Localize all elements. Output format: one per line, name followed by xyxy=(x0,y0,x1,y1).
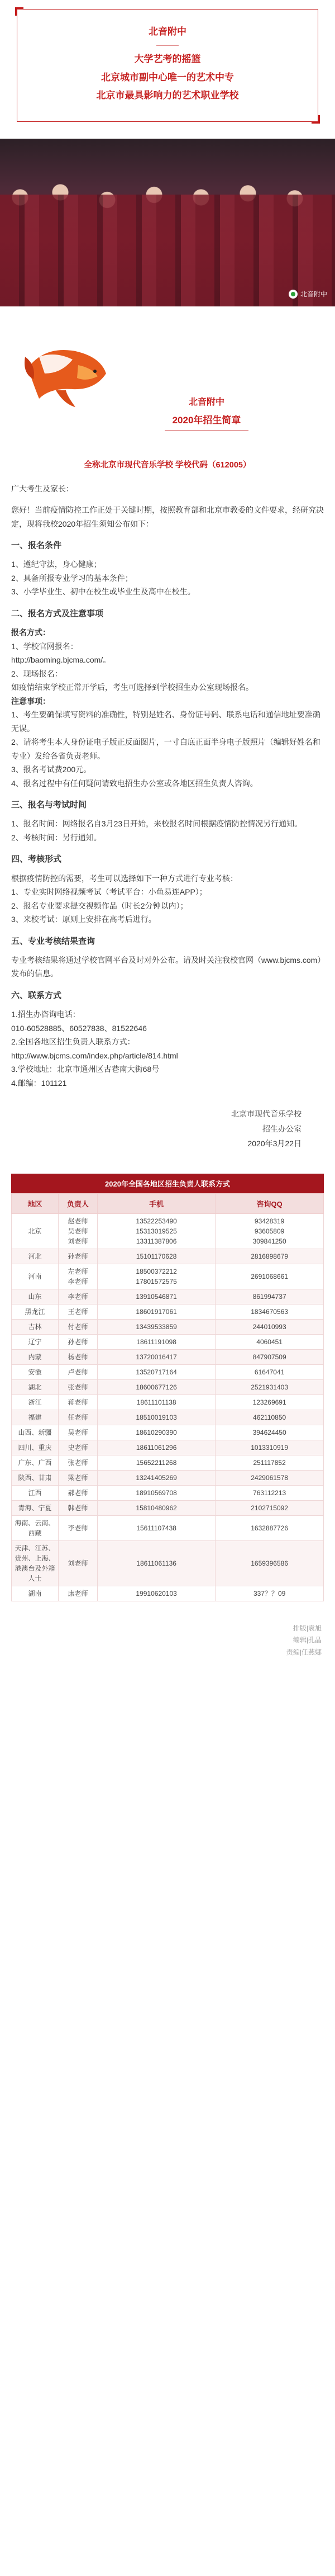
contact-name-cell-line: 张老师 xyxy=(68,1458,88,1467)
phone-cell-line[interactable]: 17801572575 xyxy=(136,1277,177,1285)
phone-cell xyxy=(98,1515,216,1540)
col-header: 手机 xyxy=(98,1193,216,1213)
table-row xyxy=(12,1455,324,1470)
contact-name-cell-line: 左老师 xyxy=(68,1267,88,1275)
contacts-table-wrap xyxy=(11,1174,324,1601)
qq-cell xyxy=(216,1289,324,1304)
registration-link[interactable]: http://baoming.bjcma.com/。 xyxy=(11,655,111,665)
phone-cell xyxy=(98,1485,216,1500)
school-address: 3.学校地址：北京市通州区古巷南大街68号 xyxy=(11,1065,160,1074)
list-item: 4、报名过程中有任何疑问请致电招生办公室或各地区招生负责人咨询。 xyxy=(11,778,258,788)
qq-cell xyxy=(216,1364,324,1379)
watermark-text: 北音附中 xyxy=(300,290,327,299)
region-cell: 广东、广西 xyxy=(12,1455,59,1470)
qq-cell xyxy=(216,1410,324,1425)
region-cell: 河北 xyxy=(12,1249,59,1264)
section-contact xyxy=(11,1008,324,1090)
table-row xyxy=(12,1586,324,1601)
phone-cell-line[interactable]: 15652211268 xyxy=(136,1458,177,1467)
phone-cell-line[interactable]: 18910569708 xyxy=(136,1488,177,1497)
contact-name-cell-line: 卢老师 xyxy=(68,1368,88,1376)
region-cell: 海南、云南、西藏 xyxy=(12,1515,59,1540)
table-row xyxy=(12,1425,324,1440)
table-row xyxy=(12,1470,324,1485)
qq-cell xyxy=(216,1540,324,1586)
region-cell: 吉林 xyxy=(12,1319,59,1334)
qq-cell xyxy=(216,1395,324,1410)
signoff-line: 北京市现代音乐学校 xyxy=(231,1109,302,1119)
phone-cell xyxy=(98,1470,216,1485)
list-item: 3、报名考试费200元。 xyxy=(11,765,92,774)
region-cell: 福建 xyxy=(12,1410,59,1425)
qq-cell-line: 309841250 xyxy=(252,1237,286,1245)
list-item: 如疫情结束学校正常开学后，考生可选择到学校招生办公室现场报名。 xyxy=(11,683,253,692)
table-row xyxy=(12,1485,324,1500)
qq-cell xyxy=(216,1334,324,1349)
contact-name-cell-line: 吴老师 xyxy=(68,1227,88,1235)
qq-cell-line: 847907509 xyxy=(252,1353,286,1361)
contact-name-cell-line: 史老师 xyxy=(68,1443,88,1452)
table-row xyxy=(12,1319,324,1334)
contact-name-cell-line: 李老师 xyxy=(68,1277,88,1285)
qq-cell-line: 763112213 xyxy=(253,1488,286,1497)
list-item: 1、报名时间：网络报名自3月23日开始，来校报名时间根据疫情防控情况另行通知。 xyxy=(11,819,303,829)
qq-cell xyxy=(216,1304,324,1319)
contact-name-cell xyxy=(59,1515,98,1540)
region-cell: 黑龙江 xyxy=(12,1304,59,1319)
region-cell: 辽宁 xyxy=(12,1334,59,1349)
contact-name-cell-line: 王老师 xyxy=(68,1307,88,1316)
list-item: 2、报名专业要求提交视频作品（时长2分钟以内）； xyxy=(11,901,188,910)
region-cell: 天津、江苏、贵州、上海、港澳台及外籍人士 xyxy=(12,1540,59,1586)
phone-cell-line[interactable]: 13522253490 xyxy=(136,1217,177,1225)
contact-name-cell-line: 郝老师 xyxy=(68,1488,88,1497)
qq-cell-line: 462110850 xyxy=(253,1413,286,1421)
list-item: 1、学校官网报名： xyxy=(11,641,78,651)
contact-name-cell-line: 任老师 xyxy=(68,1413,88,1421)
title-brochure: 2020年招生简章 xyxy=(172,415,241,426)
phone-cell xyxy=(98,1379,216,1395)
qq-cell xyxy=(216,1440,324,1455)
list-item: 2、具备所报专业学习的基本条件； xyxy=(11,573,133,583)
table-row xyxy=(12,1410,324,1425)
phone-cell-line[interactable]: 18600677126 xyxy=(136,1383,177,1391)
contact-name-cell xyxy=(59,1485,98,1500)
contact-name-cell xyxy=(59,1319,98,1334)
section-title: 一、报名条件 xyxy=(11,541,62,551)
phone-cell xyxy=(98,1455,216,1470)
table-row xyxy=(12,1264,324,1289)
signoff-date: 2020年3月22日 xyxy=(247,1139,302,1148)
table-row xyxy=(12,1379,324,1395)
koi-header xyxy=(0,323,335,457)
phone-cell-line[interactable]: 13520717164 xyxy=(136,1368,177,1376)
section-title: 五、专业考核结果查询 xyxy=(11,936,95,946)
list-item: 1、遵纪守法，身心健康； xyxy=(11,560,102,569)
phone-cell xyxy=(98,1319,216,1334)
contact-name-cell xyxy=(59,1425,98,1440)
section-title: 六、联系方式 xyxy=(11,990,62,1000)
credit-line: 排版|袁旭 xyxy=(293,1624,322,1632)
qq-cell xyxy=(216,1249,324,1264)
region-cell: 河南 xyxy=(12,1264,59,1289)
qq-cell xyxy=(216,1349,324,1364)
table-row xyxy=(12,1440,324,1455)
qq-cell xyxy=(216,1455,324,1470)
qq-cell-line: 4060451 xyxy=(256,1337,283,1346)
contact-name-cell-line: 刘老师 xyxy=(68,1237,88,1245)
phone-cell-line[interactable]: 18510019103 xyxy=(136,1413,177,1421)
phone-cell xyxy=(98,1213,216,1249)
title-school: 北音附中 xyxy=(188,398,224,408)
table-row xyxy=(12,1334,324,1349)
postal-code: 4.邮编：101121 xyxy=(11,1078,67,1088)
qq-cell-line: 394624450 xyxy=(252,1428,286,1436)
region-cell: 陕西、甘肃 xyxy=(12,1470,59,1485)
contact-name-cell xyxy=(59,1289,98,1304)
phone-cell-line[interactable]: 13720016417 xyxy=(136,1353,177,1361)
wechat-icon xyxy=(289,290,298,299)
contact-name-cell xyxy=(59,1379,98,1395)
banner-line: 北京市最具影响力的艺术职业学校 xyxy=(96,89,239,101)
section-title: 三、报名与考试时间 xyxy=(11,800,87,810)
list-item: 3、小学毕业生、初中在校生或毕业生及高中在校生。 xyxy=(11,587,195,597)
table-row xyxy=(12,1304,324,1319)
qq-cell xyxy=(216,1425,324,1440)
qq-cell-line: 1632887726 xyxy=(251,1524,288,1532)
col-header: 负责人 xyxy=(59,1193,98,1213)
table-row xyxy=(12,1500,324,1515)
phone-cell xyxy=(98,1586,216,1601)
region-cell: 山东 xyxy=(12,1289,59,1304)
phone-cell-line[interactable]: 15810480962 xyxy=(136,1504,177,1512)
qq-cell-line: 2816898679 xyxy=(251,1252,288,1260)
contact-name-cell xyxy=(59,1213,98,1249)
qq-cell-line: 2691068661 xyxy=(251,1272,288,1280)
section-title: 四、考核形式 xyxy=(11,854,62,864)
table-row xyxy=(12,1289,324,1304)
contact-name-cell-line: 付老师 xyxy=(68,1322,88,1331)
contact-name-cell-line: 吴老师 xyxy=(68,1428,88,1436)
contact-name-cell xyxy=(59,1349,98,1364)
region-cell: 北京 xyxy=(12,1213,59,1249)
table-row xyxy=(12,1349,324,1364)
phone-cell-line[interactable]: 18610290390 xyxy=(136,1428,177,1436)
phone-cell xyxy=(98,1425,216,1440)
phone-cell xyxy=(98,1540,216,1586)
qq-cell xyxy=(216,1379,324,1395)
contacts-link[interactable]: http://www.bjcms.com/index.php/article/814.html xyxy=(11,1051,178,1060)
brochure-title xyxy=(95,395,318,431)
students-photo xyxy=(0,139,335,306)
qq-cell-line: 337？？09 xyxy=(253,1589,286,1597)
contact-name-cell xyxy=(59,1410,98,1425)
qq-cell-line: 123269691 xyxy=(252,1398,286,1406)
phone-cell xyxy=(98,1364,216,1379)
contact-name-cell-line: 赵老师 xyxy=(68,1217,88,1225)
region-cell: 浙江 xyxy=(12,1395,59,1410)
contact-name-cell-line: 李老师 xyxy=(68,1524,88,1532)
list-item: 2、现场报名： xyxy=(11,669,63,678)
section-title: 二、报名方式及注意事项 xyxy=(11,608,104,618)
qq-cell-line: 861994737 xyxy=(252,1292,286,1301)
signoff-line: 招生办公室 xyxy=(262,1124,302,1133)
table-row xyxy=(12,1515,324,1540)
contacts-table xyxy=(11,1174,324,1601)
section-exam-format xyxy=(11,872,324,927)
qq-cell xyxy=(216,1213,324,1249)
contact-name-cell-line: 蒋老师 xyxy=(68,1398,88,1406)
qq-cell-line: 1013310919 xyxy=(251,1443,288,1452)
phone-cell-line[interactable]: 15611107438 xyxy=(136,1524,176,1532)
phone-cell-line[interactable]: 19910620103 xyxy=(136,1589,177,1597)
credit-line: 编辑|孔晶 xyxy=(293,1636,322,1644)
banner-line: 大学艺考的摇篮 xyxy=(134,54,201,65)
contact-name-cell-line: 张老师 xyxy=(68,1383,88,1391)
contact-name-cell xyxy=(59,1264,98,1289)
contact-name-cell xyxy=(59,1455,98,1470)
credits xyxy=(0,1601,335,1676)
table-header-row xyxy=(12,1193,324,1213)
greeting: 广大考生及家长： xyxy=(11,484,74,493)
list-item: 2.全国各地区招生负责人联系方式： xyxy=(11,1037,135,1047)
region-cell: 江西 xyxy=(12,1485,59,1500)
phone-cell-line[interactable]: 13241405269 xyxy=(136,1473,177,1482)
region-cell: 山西、新疆 xyxy=(12,1425,59,1440)
phone-cell-line[interactable]: 18611191098 xyxy=(136,1337,176,1346)
table-caption: 2020年全国各地区招生负责人联系方式 xyxy=(11,1174,324,1193)
list-item: 1.招生办咨询电话： xyxy=(11,1010,80,1019)
photo-watermark xyxy=(289,289,327,299)
contact-name-cell-line: 李老师 xyxy=(68,1292,88,1301)
phone-cell xyxy=(98,1395,216,1410)
table-row xyxy=(12,1213,324,1249)
list-item: 根据疫情防控的需要，考生可以选择如下一种方式进行专业考核： xyxy=(11,873,238,883)
qq-cell-line: 251117852 xyxy=(253,1458,286,1467)
qq-cell xyxy=(216,1515,324,1540)
contact-name-cell xyxy=(59,1395,98,1410)
qq-cell xyxy=(216,1470,324,1485)
qq-cell-line: 93605809 xyxy=(254,1227,285,1235)
contact-name-cell xyxy=(59,1249,98,1264)
phone-cell-line[interactable]: 18611101138 xyxy=(136,1398,176,1406)
region-cell: 安徽 xyxy=(12,1364,59,1379)
table-row xyxy=(12,1249,324,1264)
region-cell: 青海、宁夏 xyxy=(12,1500,59,1515)
phone-cell-line[interactable]: 18611061136 xyxy=(136,1559,176,1567)
qq-cell-line: 2429061578 xyxy=(251,1473,288,1482)
school-banner xyxy=(17,9,318,122)
article-body xyxy=(0,459,335,1151)
contact-name-cell xyxy=(59,1304,98,1319)
section-schedule xyxy=(11,817,324,844)
contact-name-cell-line: 刘老师 xyxy=(68,1559,88,1567)
col-header: 地区 xyxy=(12,1193,59,1213)
region-cell: 湖南 xyxy=(12,1586,59,1601)
contact-name-cell xyxy=(59,1334,98,1349)
phone-cell xyxy=(98,1349,216,1364)
qq-cell-line: 2102715092 xyxy=(251,1504,288,1512)
sub-heading: 报名方式： xyxy=(11,628,50,637)
phone-cell-line[interactable]: 15313019525 xyxy=(136,1227,177,1235)
banner-line: 北音附中 xyxy=(149,26,186,37)
credit-line: 责编|任燕娜 xyxy=(286,1648,322,1657)
phone-cell xyxy=(98,1249,216,1264)
intro-paragraph: 您好！当前疫情防控工作正处于关键时期，按照教育部和北京市教委的文件要求，经研究决定，现将我校2020年招生须知公布如下： xyxy=(11,505,324,528)
section-registration xyxy=(11,626,324,790)
phone-cell xyxy=(98,1334,216,1349)
contact-name-cell-line: 康老师 xyxy=(68,1589,88,1597)
phone-cell xyxy=(98,1410,216,1425)
phone-cell-line[interactable]: 18611061296 xyxy=(136,1443,177,1452)
qq-cell xyxy=(216,1264,324,1289)
contact-name-cell xyxy=(59,1540,98,1586)
banner-line: 北京城市副中心唯一的艺术中专 xyxy=(101,72,234,83)
phone-cell-line[interactable]: 18500372212 xyxy=(136,1267,177,1275)
qq-cell xyxy=(216,1586,324,1601)
phone-cell xyxy=(98,1264,216,1289)
contact-name-cell xyxy=(59,1586,98,1601)
contact-name-cell-line: 梁老师 xyxy=(68,1473,88,1482)
phone-cell xyxy=(98,1440,216,1455)
phone-cell xyxy=(98,1289,216,1304)
school-fullname: 全称北京市现代音乐学校 学校代码（612005） xyxy=(84,461,251,470)
contact-name-cell xyxy=(59,1364,98,1379)
list-item: 3、来校考试：原则上安排在高考后进行。 xyxy=(11,915,156,924)
qq-cell-line: 1834670563 xyxy=(251,1307,288,1316)
contact-name-cell-line: 孙老师 xyxy=(68,1252,88,1260)
col-header: 咨询QQ xyxy=(216,1193,324,1213)
phone-cell-line[interactable]: 13439533859 xyxy=(136,1322,177,1331)
qq-cell-line: 61647041 xyxy=(254,1368,285,1376)
banner-divider xyxy=(156,45,179,46)
phone-cell-line[interactable]: 15101170628 xyxy=(136,1252,177,1260)
list-item: 1、考生要确保填写资料的准确性，特别是姓名、身份证号码、联系电话和通信地址要准确无误。 xyxy=(11,710,320,733)
qq-cell xyxy=(216,1500,324,1515)
region-cell: 四川、重庆 xyxy=(12,1440,59,1455)
region-cell: 湖北 xyxy=(12,1379,59,1395)
contact-name-cell xyxy=(59,1500,98,1515)
phone-numbers[interactable]: 010-60528885、60527838、81522646 xyxy=(11,1023,147,1033)
list-item: 1、专业实时网络视频考试（考试平台：小鱼易连APP）； xyxy=(11,887,207,897)
signoff xyxy=(11,1107,302,1151)
table-row xyxy=(12,1364,324,1379)
contact-name-cell-line: 韩老师 xyxy=(68,1504,88,1512)
section-conditions xyxy=(11,557,324,599)
sub-heading: 注意事项： xyxy=(11,696,50,706)
qq-cell-line: 93428319 xyxy=(254,1217,285,1225)
phone-cell-line[interactable]: 18601917061 xyxy=(136,1307,177,1316)
table-row xyxy=(12,1395,324,1410)
list-item: 2、考核时间：另行通知。 xyxy=(11,833,102,842)
qq-cell-line: 1659396586 xyxy=(251,1559,288,1567)
list-item: 2、请将考生本人身份证电子版正反面图片，一寸白底正面半身电子版照片（编辑好姓名和专业）发给各省负责老师。 xyxy=(11,738,320,760)
table-row xyxy=(12,1540,324,1586)
qq-cell-line: 244010993 xyxy=(252,1322,286,1331)
section-results: 专业考核结果将通过学校官网平台及时对外公布。请及时关注我校官网（www.bjcms.com）发布的信息。 xyxy=(11,955,322,979)
contact-name-cell-line: 孙老师 xyxy=(68,1337,88,1346)
phone-cell xyxy=(98,1304,216,1319)
qq-cell xyxy=(216,1485,324,1500)
phone-cell-line[interactable]: 13910546871 xyxy=(136,1292,177,1301)
page xyxy=(0,9,335,1676)
region-cell: 内蒙 xyxy=(12,1349,59,1364)
photo-uniforms xyxy=(0,195,335,306)
phone-cell xyxy=(98,1500,216,1515)
qq-cell-line: 2521931403 xyxy=(251,1383,288,1391)
phone-cell-line[interactable]: 13311387806 xyxy=(136,1237,177,1245)
contact-name-cell xyxy=(59,1440,98,1455)
table-body xyxy=(12,1213,324,1601)
contact-name-cell-line: 杨老师 xyxy=(68,1353,88,1361)
contact-name-cell xyxy=(59,1470,98,1485)
qq-cell xyxy=(216,1319,324,1334)
